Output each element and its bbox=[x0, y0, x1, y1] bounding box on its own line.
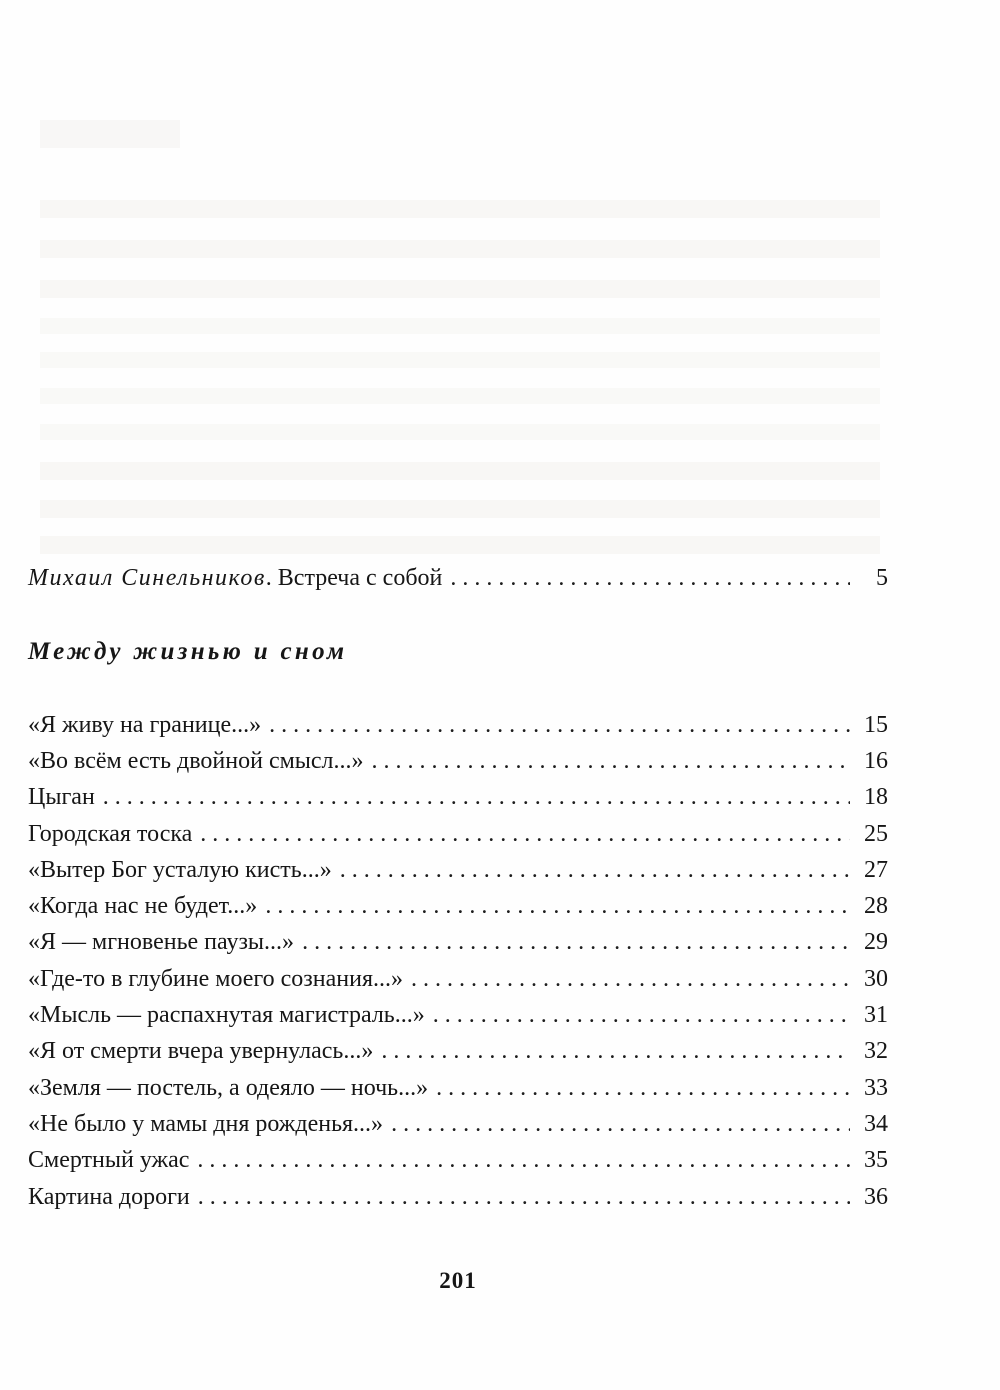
toc-entry[interactable] bbox=[28, 1031, 888, 1071]
toc-entry-title: Городская тоска bbox=[28, 821, 193, 847]
toc-entry[interactable] bbox=[28, 959, 888, 999]
toc-entry-title: «Я — мгновенье паузы...» bbox=[28, 929, 295, 955]
section-heading: Между жизнью и сном bbox=[28, 638, 348, 665]
toc-entry-title: «Вытер Бог усталую кисть...» bbox=[28, 857, 332, 883]
bleed-through-line bbox=[40, 500, 880, 518]
toc-entry[interactable] bbox=[28, 1177, 888, 1217]
toc-entry-title: Картина дороги bbox=[28, 1184, 190, 1210]
leader-dots bbox=[200, 814, 850, 854]
toc-entry-page: 34 bbox=[864, 1111, 888, 1137]
leader-dots bbox=[372, 741, 850, 781]
leader-dots bbox=[391, 1104, 850, 1144]
leader-dots bbox=[450, 558, 850, 598]
bleed-through-line bbox=[40, 200, 880, 218]
toc-entry-intro[interactable] bbox=[28, 558, 888, 598]
toc-entry[interactable] bbox=[28, 922, 888, 962]
leader-dots bbox=[302, 922, 850, 962]
toc-entry-page: 27 bbox=[864, 857, 888, 883]
toc-entry-page: 33 bbox=[864, 1075, 888, 1101]
toc-entry-title: «Мысль — распахнутая магистраль...» bbox=[28, 1002, 425, 1028]
toc-entry-page: 32 bbox=[864, 1038, 888, 1064]
leader-dots bbox=[433, 995, 850, 1035]
toc-entry[interactable] bbox=[28, 1068, 888, 1108]
toc-entry-page: 30 bbox=[864, 966, 888, 992]
bleed-through-line bbox=[40, 318, 880, 334]
bleed-through-line bbox=[40, 120, 180, 148]
toc-entry-title: «Где-то в глубине моего сознания...» bbox=[28, 966, 403, 992]
bleed-through-line bbox=[40, 352, 880, 368]
toc-entry-page: 36 bbox=[864, 1184, 888, 1210]
toc-entry-page: 28 bbox=[864, 893, 888, 919]
leader-dots bbox=[197, 1140, 850, 1180]
toc-entry-title: «Земля — постель, а одеяло — ночь...» bbox=[28, 1075, 429, 1101]
leader-dots bbox=[198, 1177, 850, 1217]
toc-entry-title-text: . Встреча с собой bbox=[265, 565, 443, 591]
bleed-through-line bbox=[40, 424, 880, 440]
bleed-through-line bbox=[40, 536, 880, 554]
page-number: 201 bbox=[439, 1268, 477, 1293]
leader-dots bbox=[265, 886, 850, 926]
toc-entry-title: «Когда нас не будет...» bbox=[28, 893, 258, 919]
leader-dots bbox=[381, 1031, 850, 1071]
leader-dots bbox=[269, 705, 850, 745]
toc-entry[interactable] bbox=[28, 850, 888, 890]
toc-entry[interactable] bbox=[28, 995, 888, 1035]
leader-dots bbox=[340, 850, 850, 890]
bleed-through-line bbox=[40, 240, 880, 258]
toc-entry-title: «Во всём есть двойной смысл...» bbox=[28, 748, 364, 774]
toc-entry[interactable] bbox=[28, 1104, 888, 1144]
toc-entry-page: 15 bbox=[864, 712, 888, 738]
toc-entry-page: 16 bbox=[864, 748, 888, 774]
leader-dots bbox=[103, 777, 850, 817]
toc-entry[interactable] bbox=[28, 814, 888, 854]
toc-entry-page: 35 bbox=[864, 1147, 888, 1173]
toc-entry[interactable] bbox=[28, 886, 888, 926]
toc-entry-page: 29 bbox=[864, 929, 888, 955]
toc-entry-page: 25 bbox=[864, 821, 888, 847]
toc-entry-page: 18 bbox=[864, 784, 888, 810]
bleed-through-line bbox=[40, 388, 880, 404]
toc-entry-author: Михаил Синельников bbox=[28, 565, 266, 591]
toc-entry[interactable] bbox=[28, 741, 888, 781]
toc-entry-title: Смертный ужас bbox=[28, 1147, 190, 1173]
bleed-through-line bbox=[40, 462, 880, 480]
toc-entry-title bbox=[28, 558, 442, 598]
toc-entry-title: «Не было у мамы дня рожденья...» bbox=[28, 1111, 384, 1137]
toc-entry-page: 5 bbox=[876, 565, 888, 591]
toc-entry[interactable] bbox=[28, 1140, 888, 1180]
toc-entry[interactable] bbox=[28, 777, 888, 817]
toc-entry-page: 31 bbox=[864, 1002, 888, 1028]
toc-entry-title: «Я живу на границе...» bbox=[28, 712, 262, 738]
leader-dots bbox=[436, 1068, 850, 1108]
toc-entry-title: Цыган bbox=[28, 784, 95, 810]
toc-entry[interactable] bbox=[28, 705, 888, 745]
leader-dots bbox=[411, 959, 850, 999]
bleed-through-line bbox=[40, 280, 880, 298]
toc-entry-title: «Я от смерти вчера увернулась...» bbox=[28, 1038, 374, 1064]
